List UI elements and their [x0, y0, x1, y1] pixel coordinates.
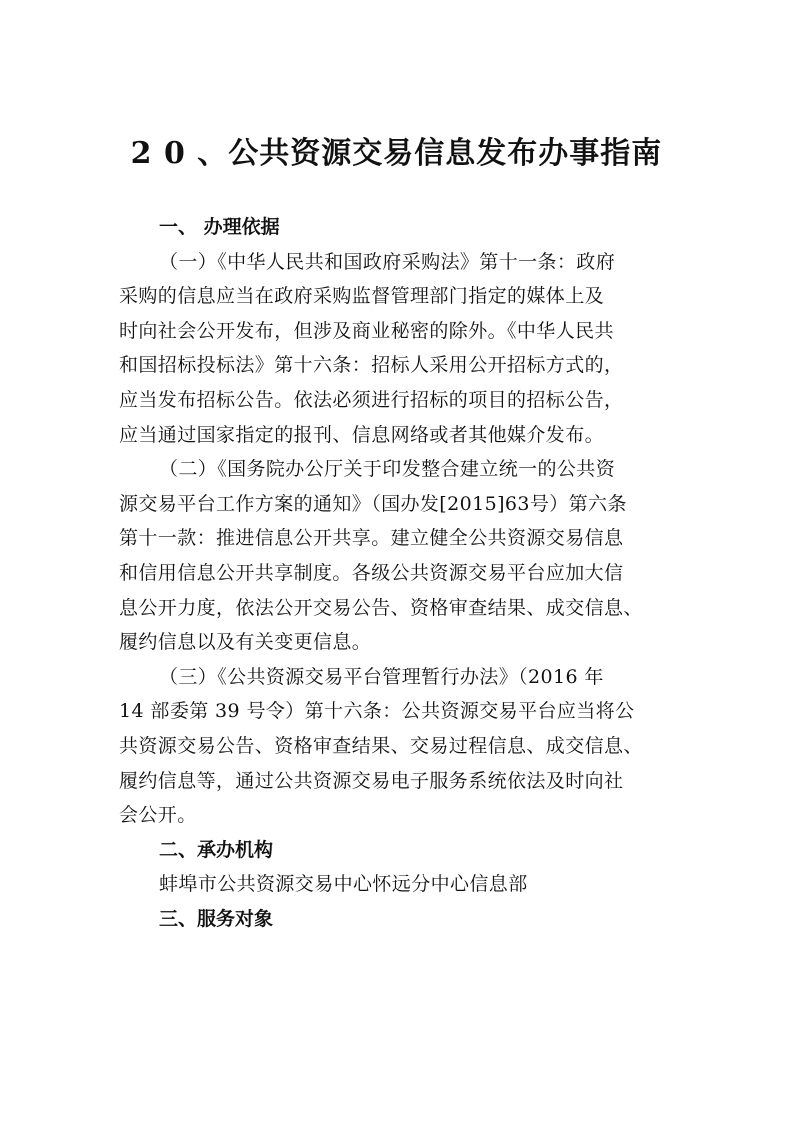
- section-heading-service-target: 三、服务对象: [159, 907, 274, 930]
- paragraph-platform-measures: [119, 660, 679, 833]
- text-line: 时向社会公开发布，但涉及商业秘密的除外。《中华人民共: [119, 319, 614, 342]
- text-line: 履约信息等，通过公共资源交易电子服务系统依法及时向社: [119, 769, 624, 792]
- section-heading-agency: 二、承办机构: [159, 838, 274, 861]
- document-body: [119, 210, 679, 936]
- text-line: （三）《公共资源交易平台管理暂行办法》（2016 年: [159, 665, 604, 688]
- text-line: 和信用信息公开共享制度。各级公共资源交易平台应加大信: [119, 561, 624, 584]
- text-line: （二）《国务院办公厅关于印发整合建立统一的公共资: [159, 458, 616, 481]
- text-line: 履约信息以及有关变更信息。: [119, 631, 372, 654]
- text-line: 第十一款：推进信息公开共享。建立健全公共资源交易信息: [119, 527, 624, 550]
- text-line: 会公开。: [119, 804, 197, 827]
- text-line: 应当发布招标公告。依法必须进行招标的项目的招标公告，: [119, 388, 624, 411]
- text-line: （一）《中华人民共和国政府采购法》第十一条：政府: [159, 250, 616, 273]
- page-title: 2 0 、公共资源交易信息发布办事指南: [130, 136, 663, 171]
- text-line: 和国招标投标法》第十六条：招标人采用公开招标方式的，: [119, 354, 624, 377]
- text-line: 源交易平台工作方案的通知》（国办发[2015]63号）第六条: [119, 492, 627, 515]
- paragraph-state-council-notice: [119, 452, 679, 660]
- text-line: 14 部委第 39 号令）第十六条：公共资源交易平台应当将公: [119, 700, 635, 723]
- paragraph-procurement-law: [119, 245, 679, 453]
- text-line: 应当通过国家指定的报刊、信息网络或者其他媒介发布。: [119, 423, 605, 446]
- agency-name: 蚌埠市公共资源交易中心怀远分中心信息部: [159, 873, 528, 896]
- section-heading-basis: 一、 办理依据: [159, 216, 280, 238]
- text-line: 采购的信息应当在政府采购监督管理部门指定的媒体上及: [119, 285, 605, 308]
- text-line: 息公开力度，依法公开交易公告、资格审查结果、成交信息、: [119, 596, 643, 619]
- text-line: 共资源交易公告、资格审查结果、交易过程信息、成交信息、: [119, 734, 643, 757]
